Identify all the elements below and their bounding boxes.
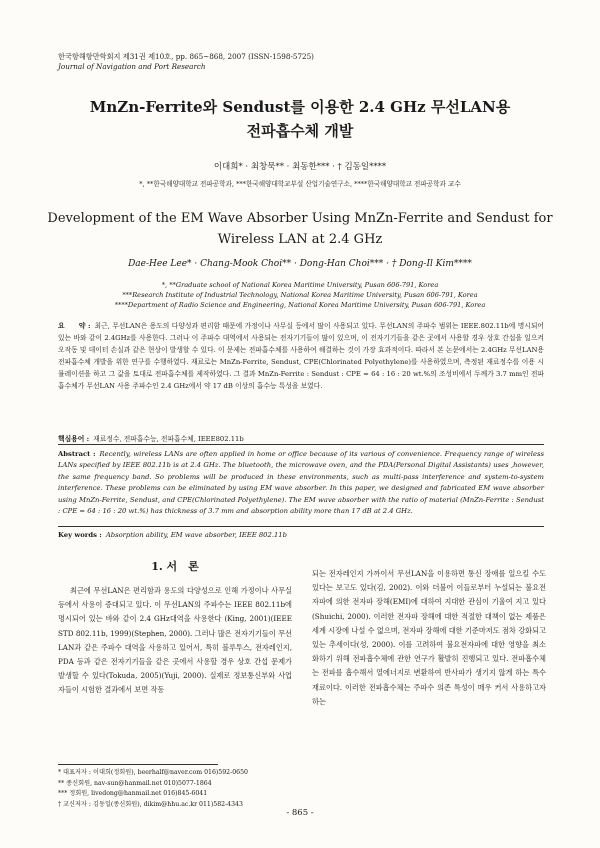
footnotes	[58, 768, 298, 810]
authors-english: Dae-Hee Lee* · Chang-Mook Choi** · Dong-Han Choi*** · † Dong-Il Kim****	[128, 259, 472, 269]
keywords-korean	[58, 433, 544, 443]
title-korean	[40, 95, 560, 143]
page-number: - 865 -	[286, 808, 314, 818]
divider	[58, 526, 544, 527]
affiliation-korean: *, **한국해양대학교 전파공학과, ***한국해양대학교부설 산업기술연구소, ****한국해양대학교 전파공학과 교수	[139, 180, 461, 188]
footnote: * 대표저자 : 이대희(정회원), beerhalf@naver.com 016)592-0650	[58, 769, 248, 776]
footnote: ** 종신회원, nav-sun@hanmail.net 010)5077-1864	[58, 779, 212, 787]
affiliation-en-line: ****Department of Radio Science and Engineering, National Korea Maritime University, Pusan 606-791, Korea	[114, 301, 486, 309]
abstract-en-label: Abstract :	[58, 450, 96, 458]
keywords-ko-text: 재료정수, 전파흡수능, 전파흡수체, IEEE802.11b	[93, 435, 244, 443]
affiliation-english	[40, 280, 560, 310]
body-paragraph: 최근에 무선LAN은 편리함과 용도의 다양성으로 인해 가정이나 사무실 등에서 사용이 증대되고 있다. 이 무선LAN의 주파수는 IEEE 802.11b에 명시되어 있는 바와 같이 2.4 GHz대역을 사용한다 (King, 2001)(IEEE STD 802.11b, 1999)(Stephen, 2000). 그러나 많은 전자기기들이 무선LAN과 같은 주파수 대역을 사용하고 있어서, 특히 블루투스, 전자레인지, PDA 등과 같은 전자기기들을 같은 곳에서 사용할 경우 상호 간섭 문제가 발생할 수 있다(Tokuda, 2005)(Yuji, 2000). 실제로 정보통신부와 사업자들이 시험한 결과에서 보면 작동	[58, 586, 292, 695]
keywords-ko-label: 핵심용어 :	[58, 435, 90, 443]
authors-korean: 이대희* · 최창묵** · 최동한*** · † 김동일****	[213, 162, 387, 172]
title-english	[40, 208, 560, 250]
journal-name-en: Journal of Navigation and Port Research	[58, 62, 206, 71]
body-column-right	[312, 567, 546, 709]
keywords-en-text: Absorption ability, EM wave absorber, IEEE 802.11b	[105, 531, 287, 539]
footnote-rule	[58, 764, 218, 765]
title-ko-line2: 전파흡수체 개발	[246, 122, 354, 140]
journal-citation: 한국항해항만학회지 제31권 제10호, pp. 865~868, 2007 (ISSN-1598-5725)	[58, 52, 314, 61]
journal-header	[58, 52, 314, 72]
abstract-ko-label: 요 약 :	[58, 322, 91, 330]
abstract-ko-text: 최근, 무선LAN은 용도의 다양성과 편리함 때문에 가정이나 사무실 등에서 많이 사용되고 있다. 무선LAN의 주파수 범위는 IEEE.802.11b에 명시되어 있는 바와 같이 2.4GHz를 사용한다. 그러나 이 주파수 대역에서 사용되는 전자기기들이 많이 있으며, 이 전자기기들을 같은 곳에서 사용할 경우 상호 간섭을 일으켜 오작동 및 데이터 손실과 같은 현상이 발생할 수 있다. 이 문제는 전파흡수체를 사용하여 해결하는 것이 가장 효과적이다. 따라서 본 논문에서는 2.4GHz 무선LAN용 전파흡수체 개발을 위한 연구를 수행하였다. 재료로는 MnZn-Ferrite, Sendust, CPE(Chlorinated Polyethylene)를 사용하였으며, 측정된 재료정수를 이용 시뮬레이션을 하고 그 값을 토대로 전파흡수체를 제작하였다. 그 결과 MnZn-Ferrite : Sendust : CPE = 64 : 16 : 20 wt.%의 조성비에서 두께가 3.7 mm인 전파흡수체가 무선LAN 사용 주파수인 2.4 GHz에서 약 17 dB 이상의 흡수능 특성을 보였다.	[58, 322, 544, 391]
section-heading: 1. 서 론	[151, 560, 199, 573]
footnote: † 교신저자 : 김동일(종신회원), dikim@hhu.ac.kr 011)582-4343	[58, 800, 243, 808]
body-paragraph: 되는 전자레인지 가까이서 무선LAN을 이용하면 통신 장애를 일으킬 수도 있다는 보고도 있다(김, 2002). 이와 더불어 이들로부터 누설되는 불요전자파에 의한 전자파 장해(EMI)에 대하여 지대한 관심이 기울여 지고 있다(Shuichi, 2000). 이러한 전자파 장해에 대한 적절한 대책이 없는 제품은 세계 시장에 나설 수 없으며, 전자파 장해에 대한 기준마저도 점차 강화되고 있는 추세이다(성, 2000). 이를 고려하여 불요전자파에 대한 영향을 최소화하기 위해 전파흡수체에 관한 연구가 활발히 진행되고 있다. 전파흡수체는 전파를 흡수해서 열에너지로 변환하여 반사파가 생기지 않게 하는 특수재료이다. 이러한 전파흡수체는 주파수 의존 특성이 매우 커서 사용하고자 하는	[312, 569, 546, 706]
keywords-en-label: Key words :	[58, 531, 102, 539]
title-en-line1: Development of the EM Wave Absorber Using MnZn-Ferrite and Sendust for	[47, 211, 553, 226]
abstract-en-text: Recently, wireless LANs are often applied in home or office because of its various of convenience. Frequency range of wireless LANs specified by IEEE 802.11b is at 2.4 GHz. The bluetooth, the microwave oven, and the PDA(Personal Digital Assistants) uses ,however, the same frequency band. So problems will be produced in these environments, such as multi-pass interference and system-to-system interference. These problems can be eliminated by using EM wave absorber. In this paper, we designed and fabricated EM wave absorber using MnZn-Ferrite, Sendust, and CPE(Chlorinated Polyethylene). The EM wave absorber with the ratio of material (MnZn-Ferrite : Sendust : CPE = 64 : 16 : 20 wt.%) has thickness of 3.7 mm and absorption ability more than 17 dB at 2.4 GHz.	[58, 450, 544, 516]
abstract-korean	[58, 320, 544, 393]
title-en-line2: Wireless LAN at 2.4 GHz	[217, 232, 383, 247]
footnote: *** 정회원, livedong@hanmail.net 016)845-6041	[58, 790, 208, 797]
affiliation-en-line: *, **Graduate school of National Korea Maritime University, Pusan 606-791, Korea	[161, 281, 439, 289]
keywords-english	[58, 531, 544, 539]
title-ko-line1: MnZn-Ferrite와 Sendust를 이용한 2.4 GHz 무선LAN용	[89, 98, 511, 116]
divider	[58, 444, 544, 445]
affiliation-en-line: ***Research Institute of Industrial Technology, National Korea Maritime University, Pusan 606-791, Korea	[122, 291, 478, 299]
body-column-left	[58, 560, 292, 698]
abstract-english	[58, 449, 544, 517]
